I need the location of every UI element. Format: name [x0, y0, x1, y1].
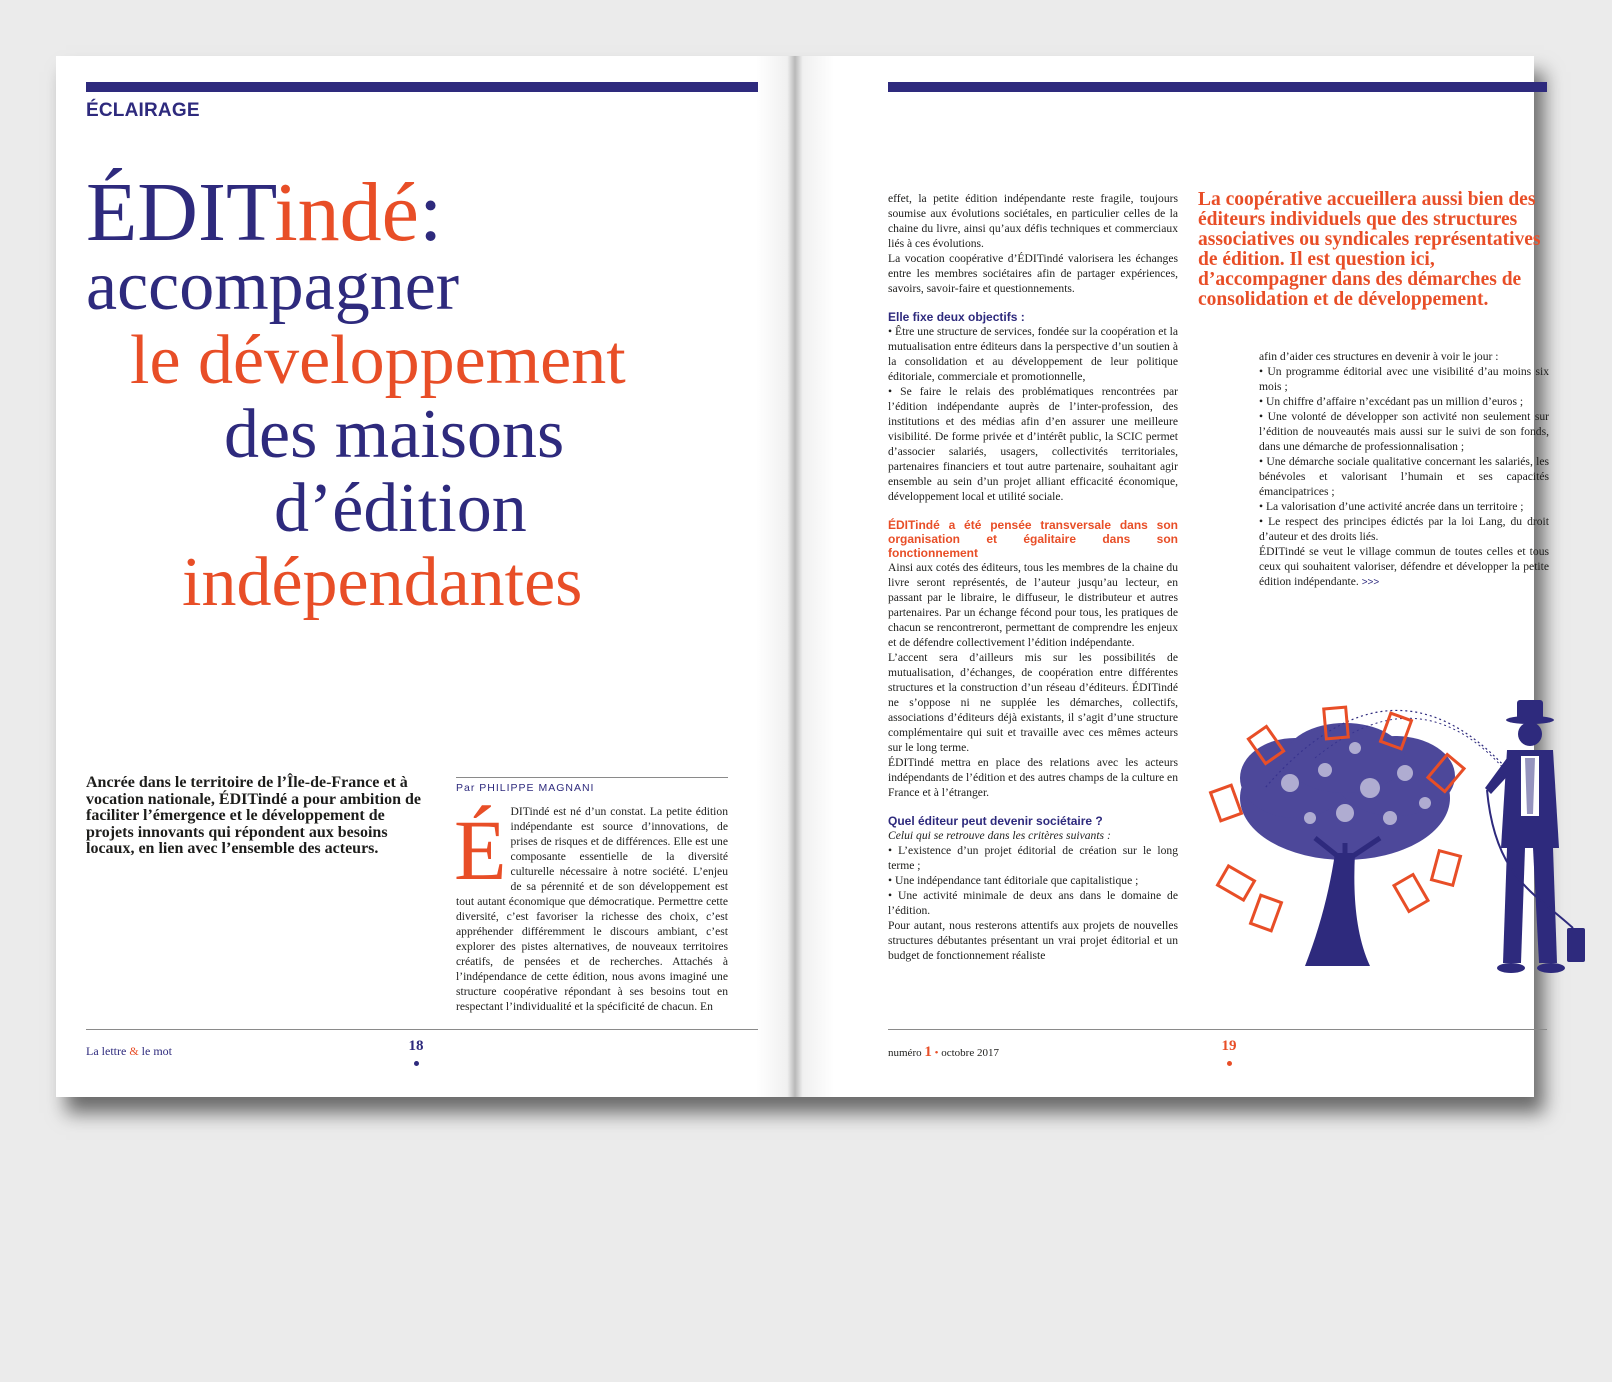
- folio-dot-left: [414, 1061, 419, 1066]
- subhead-objectives: Elle fixe deux objectifs :: [888, 310, 1025, 324]
- title-edit: ÉDIT: [86, 166, 275, 259]
- byline: Par PHILIPPE MAGNANI: [456, 782, 595, 794]
- title-line-6: indépendantes: [182, 544, 583, 621]
- folio-dot-right: [1227, 1061, 1232, 1066]
- title-line-5: d’édition: [274, 470, 527, 547]
- footer-rule-right: [888, 1029, 1547, 1030]
- left-page: [56, 56, 795, 1097]
- article-title: [86, 166, 766, 621]
- right-page: [795, 56, 1549, 1097]
- subhead-membership: Quel éditeur peut devenir sociétaire ?: [888, 814, 1103, 828]
- title-line-3: le développement: [130, 322, 626, 399]
- byline-rule: [456, 777, 728, 778]
- article-body-start: DITindé est né d’un constat. La petite édition indépendante est source d’innovations, de prises de risques et de différences. Elle est une composante essentielle de la diversité culturelle nécessaire à notre société. L’enjeu de sa pérennité et de son développement est tout autant économique que démocratique. Permettre cette diversité, c’est favoriser la richesse des choix, c’est appréhender différemment le discours ambiant, c’est explorer des pistes alternatives, de nouveaux territoires créatifs, de pensées et de recherches. Attachés à l’indépendance de cette édition, nous avons imaginé une structure coopérative répondant à ses besoins tout en respectant l’individualité et la spécificité de chacun. En: [456, 805, 728, 1013]
- top-bar: [86, 82, 758, 92]
- title-line-4: des maisons: [224, 396, 565, 473]
- footer-masthead: La lettre & le mot: [86, 1044, 172, 1058]
- article-column-middle: effet, la petite édition indépendante reste fragile, toujours soumise aux évolutions sociétales, en particulier celles de la chaine du livre, ainsi qu’aux défis techniques et commerciaux liés à ces évolutions. La vocation coopérative d’ÉDITindé valorisera les échanges entre les membres sociétaires afin de partager expériences, savoirs, savoir-faire et questionnements. Elle fixe deux objectifs : • Être une structure de services, fondée sur la coopération et la mutualisation entre éditeurs dans la perspective d’un soutien à la consolidation et au développement de leur politique éditoriale, commerciale et promotionnelle, • Se faire le relais des problématiques rencontrées par l’édition indépendante auprès de l’inter-profession, des institutions et des médias afin d’en assurer une meilleure visibilité. De forme privée et d’intérêt public, la SCIC permet d’associer salariés, usagers, collectivités territoriales, partenaires financiers et tout autre partenaire, souhaitant agir ensemble au sein d’un projet alliant efficacité économique, développement local et utilité sociale. ÉDITindé a été pensée transversale dans son organisation et égalitaire dans son fonctionnement Ainsi aux cotés des éditeurs, tous les membres de la chaine du livre seront représentés, de l’auteur jusqu’au lecteur, en passant par le libraire, le diffuseur, le distributeur et autres partenaires. Par un échange fécond pour tous, les pratiques de chacun se rencontreront, permettant de comprendre les enjeux et de défendre collectivement l’édition indépendante. L’accent sera d’ailleurs mis sur les possibilités de mutualisation, d’échanges, de coopération entre différentes structures et la construction d’un réseau d’éditeurs. ÉDITindé ne s’oppose ni ne supplée les démarches, collectifs, associations d’éditeurs déjà existants, il s’agit d’une structure complémentaire qui suit et travaille avec ces mêmes acteurs sur le long terme. ÉDITindé mettra en place des relations avec les acteurs indépendants de l’édition et des autres champs de la culture en France et à l’étranger. Quel éditeur peut devenir sociétaire ? Celui qui se retrouve dans les critères suivants : • L’existence d’un projet éditorial de création sur le long terme ; • Une indépendance tant éditoriale que capitalistique ; • Une activité minimale de deux ans dans le domaine de l’édition. Pour autant, nous resterons attentifs aux projets de nouvelles structures débutantes présentant un vrai projet éditorial et un budget de fonctionnement réaliste: [888, 192, 1178, 962]
- page-number-right: 19: [1221, 1038, 1237, 1054]
- title-colon: :: [418, 166, 443, 259]
- title-line-2: accompagner: [86, 248, 460, 325]
- article-column-left: [456, 804, 728, 1014]
- continue-marker: >>>: [1361, 577, 1380, 588]
- title-inde: indé: [274, 166, 419, 259]
- intro-paragraph: Ancrée dans le territoire de l’Île-de-France et à vocation nationale, ÉDITindé a pour ambition de faciliter l’émergence et le développement de projets innovants qui répondent aux besoins locaux, en lien avec l’ensemble des acteurs.: [86, 774, 422, 857]
- article-column-right: afin d’aider ces structures en devenir à voir le jour : • Un programme éditorial avec une visibilité d’au moins six mois ; • Un chiffre d’affaire n’excédant pas un million d’euros ; • Une volonté de développer son activité non seulement sur l’édition de nouveautés mais aussi sur le suivi de son fonds, dans une démarche de professionnalisation ; • Une démarche sociale qualitative concernant les salariés, les bénévoles et valorisant l’humain et ses capacités émancipatrices ; • La valorisation d’une activité ancrée dans un territoire ; • Le respect des principes édictés par la loi Lang, du droit d’auteur et des droits liés. ÉDITindé se veut le village commun de toutes celles et tous ceux qui souhaitent valoriser, défendre et développer la petite édition indépendante. >>>: [1259, 350, 1549, 588]
- footer-issue: numéro 1 • octobre 2017: [888, 1044, 999, 1060]
- subhead-transversal: ÉDITindé a été pensée transversale dans son organisation et égalitaire dans son fonctionnement: [888, 518, 1178, 560]
- page-number-left: 18: [408, 1038, 424, 1054]
- top-bar-right: [888, 82, 1547, 92]
- gardener-tree-illustration: [1195, 678, 1585, 978]
- drop-cap: É: [454, 802, 507, 898]
- magazine-spread: [56, 56, 1549, 1097]
- pull-quote: La coopérative accueillera aussi bien des éditeurs individuels que des structures associatives ou syndicales représentatives de édition. Il est question ici, d’accompagner dans des démarches de consolidation et de développement.: [1198, 189, 1541, 310]
- section-label: ÉCLAIRAGE: [86, 100, 200, 121]
- footer-rule: [86, 1029, 758, 1030]
